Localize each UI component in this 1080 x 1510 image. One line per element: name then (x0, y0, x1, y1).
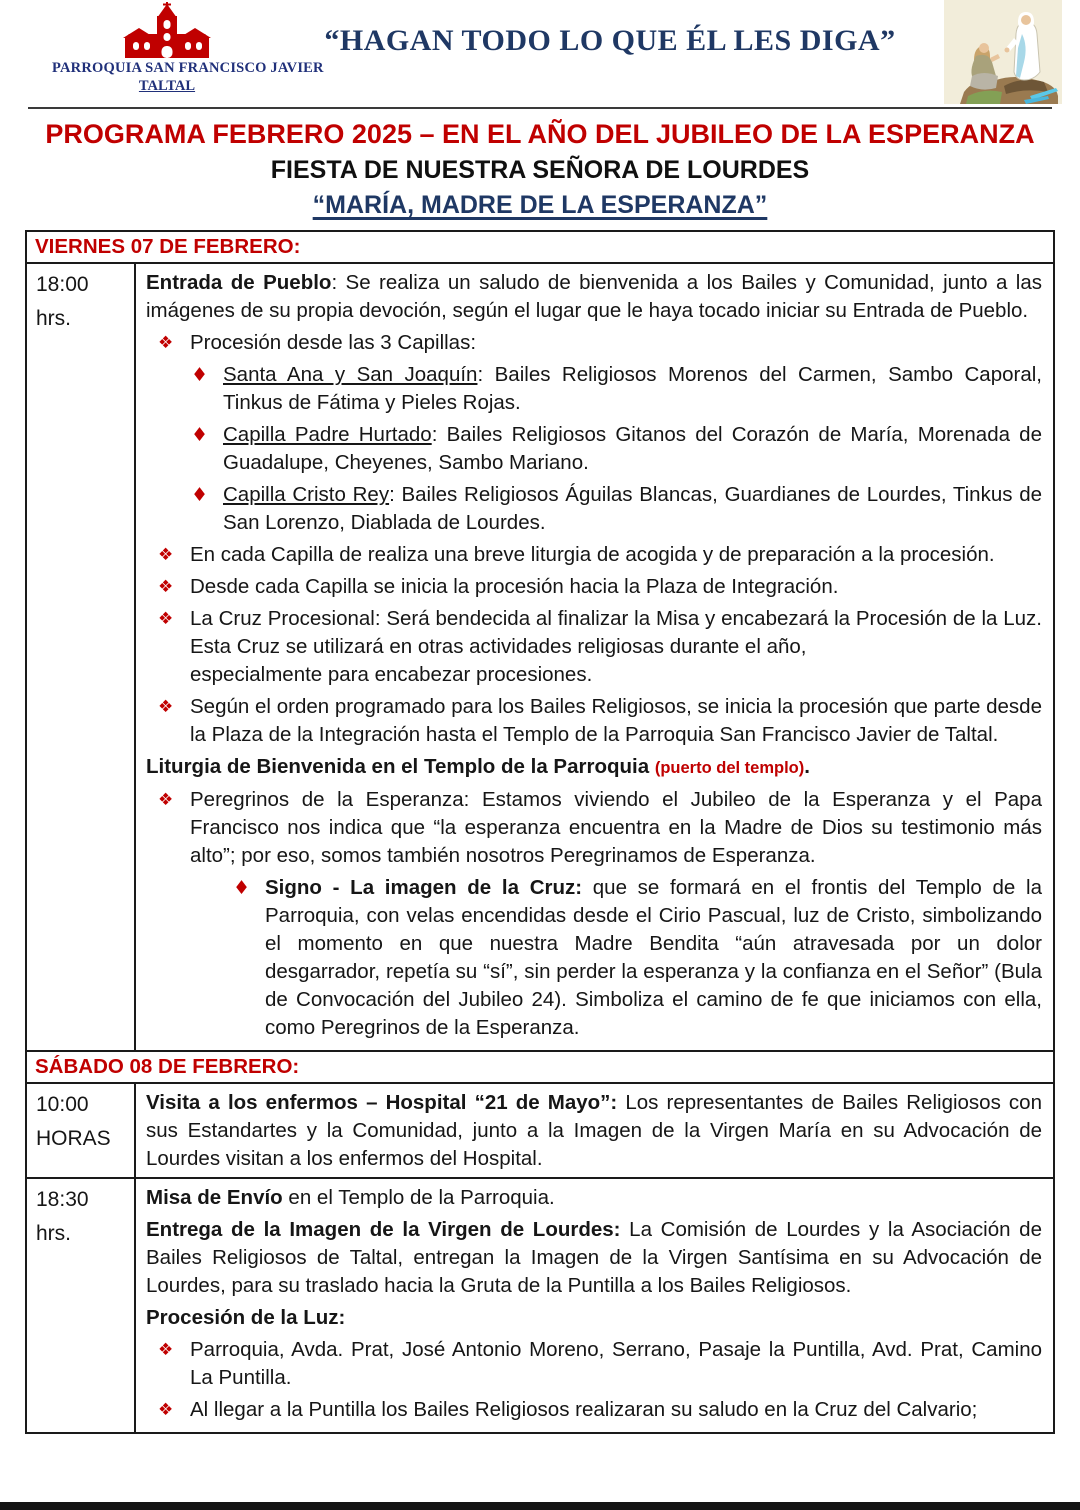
paragraph-lead: Procesión de la Luz: (146, 1306, 346, 1329)
list-item (146, 361, 1042, 417)
bullet-icon: ❖ (158, 1340, 174, 1360)
schedule-row-1000 (27, 1082, 1053, 1177)
paragraph-lead: Liturgia de Bienvenida en el Templo de la Parroquia (146, 755, 655, 778)
paragraph-text: en el Templo de la Parroquia. (282, 1186, 555, 1209)
chapel-name: Capilla Padre Hurtado (223, 423, 432, 446)
time-unit: HORAS (36, 1127, 111, 1150)
header (0, 0, 1080, 107)
page-edge (0, 1502, 1080, 1510)
list-item (146, 786, 1042, 870)
schedule-table (25, 230, 1055, 1434)
chapel-detail: : Bailes Religiosos Águilas Blancas, Guardianes de Lourdes, Tinkus de San Lorenzo, Diablada de Lourdes. (223, 483, 1042, 534)
paragraph-lead: Entrada de Pueblo (146, 271, 332, 294)
signo-text: que se formará en el frontis del Templo de la Parroquia, con velas encendidas desde el Cirio Pascual, luz de Cristo, simbolizando el momento en que nuestra Madre Bendita “aún atravesada por un dolor desgarrador, repetía su “sí”, sin perder la esperanza y la confianza en el Señor” (Bula de Convocación del Jubileo 24). Simboliza el camino de fe que iniciamos con ella, como Peregrinos de la Esperanza. (265, 876, 1042, 1039)
list-item-text: En cada Capilla de realiza una breve liturgia de acogida y de preparación a la procesión. (190, 543, 995, 566)
chapel-detail: : Bailes Religiosos Morenos del Carmen, Sambo Caporal, Tinkus de Fátima y Pieles Rojas. (223, 363, 1042, 414)
list-item (146, 329, 1042, 357)
lourdes-apparition-image (944, 0, 1062, 104)
list-item-text (223, 361, 1042, 417)
parish-name: PARROQUIA SAN FRANCISCO JAVIER (52, 60, 324, 76)
paragraph-lead: Entrega de la Imagen de la Virgen de Lourdes: (146, 1218, 621, 1241)
time-value: 18:00 (36, 273, 89, 296)
theme-title-text: “MARÍA, MADRE DE LA ESPERANZA” (312, 191, 768, 219)
list-item (146, 421, 1042, 477)
diamond-icon: ♦ (191, 484, 209, 506)
time-cell (27, 1179, 136, 1432)
church-icon (119, 2, 215, 60)
list-item-text: Parroquia, Avda. Prat, José Antonio Moreno, Serrano, Pasaje la Puntilla, Avd. Prat, Camino La Puntilla. (190, 1338, 1042, 1389)
parish-logo (52, 2, 324, 95)
list-item (146, 541, 1042, 569)
bullet-icon: ❖ (158, 697, 174, 717)
bullet-icon: ❖ (158, 545, 174, 565)
list-item (146, 605, 1042, 689)
paragraph-misa (146, 1184, 1042, 1212)
red-note: (puerto del templo) (654, 759, 805, 777)
paragraph-procesion (146, 1304, 1042, 1332)
time-cell (27, 264, 136, 1050)
list-item-text (190, 605, 1042, 689)
paragraph-entrada (146, 269, 1042, 325)
signo-lead: Signo - La imagen de la Cruz: (265, 876, 583, 899)
list-item (146, 874, 1042, 1042)
list-item-text: Al llegar a la Puntilla los Bailes Religiosos realizaran su saludo en la Cruz del Calvario; (190, 1398, 978, 1421)
header-divider (28, 107, 1052, 109)
paragraph-end: . (804, 755, 810, 778)
list-item (146, 573, 1042, 601)
bullet-icon: ❖ (158, 333, 174, 353)
time-value: 10:00 (36, 1093, 89, 1116)
paragraph-visita (146, 1089, 1042, 1173)
day-header-viernes-07: VIERNES 07 DE FEBRERO: (35, 235, 301, 258)
parish-city: TALTAL (138, 78, 196, 94)
time-value: 18:30 (36, 1188, 89, 1211)
schedule-row-1800 (27, 262, 1053, 1050)
list-item (146, 481, 1042, 537)
time-unit: hrs. (36, 307, 72, 330)
event-content (136, 1179, 1053, 1432)
motto-text: “HAGAN TODO LO QUE ÉL LES DIGA” (324, 24, 896, 57)
paragraph-text: La Comisión de Lourdes y la Asociación de Bailes Religiosos de Taltal, entregan la Imagen de la Virgen Santísima en su Advocación de Lourdes, para su traslado hacia la Gruta de la Puntilla a los Bailes Religiosos. (146, 1218, 1042, 1297)
bullet-icon: ❖ (158, 609, 174, 629)
diamond-icon: ♦ (233, 877, 251, 899)
chapel-name: Capilla Cristo Rey (223, 483, 390, 506)
program-title: PROGRAMA FEBRERO 2025 – EN EL AÑO DEL JUBILEO DE LA ESPERANZA (45, 119, 1035, 149)
paragraph-text: : Se realiza un saludo de bienvenida a los Bailes y Comunidad, junto a las imágenes de su propia devoción, según el lugar que le haya tocado iniciar su Entrada de Pueblo. (146, 271, 1042, 322)
fiesta-title: FIESTA DE NUESTRA SEÑORA DE LOURDES (270, 156, 810, 184)
day-header-sabado-08: SÁBADO 08 DE FEBRERO: (27, 1050, 1053, 1082)
paragraph-entrega (146, 1216, 1042, 1300)
paragraph-lead: Visita a los enfermos – Hospital “21 de Mayo”: (146, 1091, 618, 1114)
paragraph-text: Los representantes de Bailes Religiosos con sus Estandartes y la Comunidad, junto a la Imagen de la Virgen María en su Advocación de Lourdes visitan a los enfermos del Hospital. (146, 1091, 1042, 1170)
list-item-text: Según el orden programado para los Bailes Religiosos, se inicia la procesión que parte desde la Plaza de la Integración hasta el Templo de la Parroquia San Francisco Javier de Taltal. (190, 695, 1042, 746)
time-cell (27, 1084, 136, 1177)
list-item (146, 1336, 1042, 1392)
bullet-icon: ❖ (158, 790, 174, 810)
list-item-text: Peregrinos de la Esperanza: Estamos viviendo el Jubileo de la Esperanza y el Papa Francisco nos indica que “la esperanza encuentra en la Madre de Dios su testimonio más alto”; por eso, somos también nosotros Peregrinamos de Esperanza. (190, 788, 1042, 867)
list-item (146, 693, 1042, 749)
chapel-name: Santa Ana y San Joaquín (223, 363, 478, 386)
time-unit: hrs. (36, 1222, 72, 1245)
chapel-detail: : Bailes Religiosos Gitanos del Corazón de María, Morenada de Guadalupe, Cheyenes, Sambo Mariano. (223, 423, 1042, 474)
list-item-text (223, 481, 1042, 537)
theme-title (0, 191, 1080, 220)
event-content (136, 264, 1053, 1050)
diamond-icon: ♦ (191, 424, 209, 446)
list-item (146, 1396, 1042, 1424)
list-item-text (265, 874, 1042, 1042)
list-item-line: especialmente para encabezar procesiones. (190, 663, 593, 686)
diamond-icon: ♦ (191, 364, 209, 386)
list-item-line: La Cruz Procesional: Será bendecida al finalizar la Misa y encabezará la Procesión de la Luz. Esta Cruz se utilizará en otras actividades religiosas durante el año, (190, 607, 1042, 658)
schedule-row-1830 (27, 1177, 1053, 1432)
bullet-icon: ❖ (158, 577, 174, 597)
list-item-text: Procesión desde las 3 Capillas: (190, 331, 477, 354)
list-item-text (223, 421, 1042, 477)
bullet-icon: ❖ (158, 1400, 174, 1420)
paragraph-liturgia (146, 753, 1042, 782)
list-item-text: Desde cada Capilla se inicia la procesión hacia la Plaza de Integración. (190, 575, 839, 598)
event-content (136, 1084, 1053, 1177)
paragraph-lead: Misa de Envío (146, 1186, 283, 1209)
